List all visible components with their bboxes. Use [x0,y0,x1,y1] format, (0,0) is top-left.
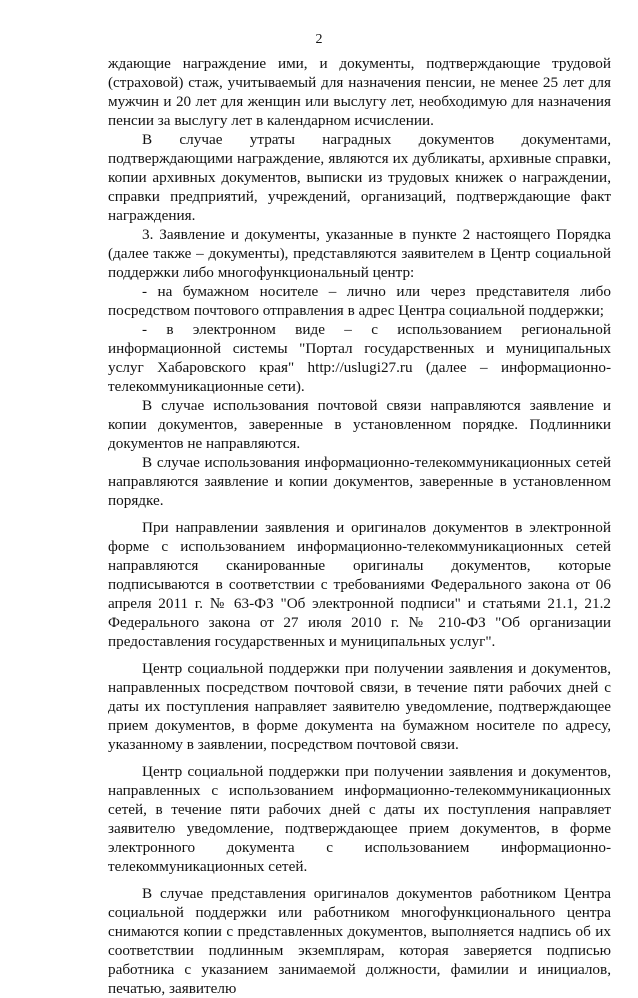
paragraph: В случае утраты наградных документов документами, подтверждающими награждение, являются их дубликаты, архивные справки, копии архивных документов, выписки из трудовых книжек о награждении, справки предприятий, учреждений, организаций, подтверждающие факт награждения. [108,131,611,224]
paragraph: В случае использования почтовой связи направляются заявление и копии документов, заверенные в установленном порядке. Подлинники документов не направляются. [108,397,611,452]
paragraph: - на бумажном носителе – лично или через представителя либо посредством почтового отправления в адрес Центра социальной поддержки; [108,283,611,319]
paragraph: ждающие награждение ими, и документы, подтверждающие трудовой (страховой) стаж, учитываемый для назначения пенсии, не менее 25 лет для мужчин и 20 лет для женщин или выслугу лет, необходимую для назначения пенсии за выслугу лет в календарном исчислении. [108,55,611,129]
paragraph: В случае представления оригиналов документов работником Центра социальной поддержки или работником многофункционального центра снимаются копии с представленных документов, выполняется надпись об их соответствии подлинным экземплярам, которая заверяется подписью работника с указанием занимаемой должности, фамилии и инициалов, печатью, заявителю [108,885,611,997]
paragraph: Центр социальной поддержки при получении заявления и документов, направленных посредством почтовой связи, в течение пяти рабочих дней с даты их поступления направляет заявителю уведомление, подтверждающее прием документов, в форме документа на бумажном носителе по адресу, указанному в заявлении, посредством почтовой связи. [108,660,611,753]
paragraph: При направлении заявления и оригиналов документов в электронной форме с использованием информационно-телекоммуникационных сетей направляются сканированные оригиналы документов, которые подписываются в соответствии с требованиями Федерального закона от 06 апреля 2011 г. № 63-ФЗ "Об электронной подписи" и статьями 21.1, 21.2 Федерального закона от 27 июля 2010 г. № 210-ФЗ "Об организации предоставления государственных и муниципальных услуг". [108,519,611,650]
paragraph: 3. Заявление и документы, указанные в пункте 2 настоящего Порядка (далее также – документы), представляются заявителем в Центр социальной поддержки либо многофункциональный центр: [108,226,611,281]
paragraph: - в электронном виде – с использованием региональной информационной системы "Портал государственных и муниципальных услуг Хабаровского края" http://uslugi27.ru (далее – информационно-телекоммуникационные сети). [108,321,611,395]
page-number: 2 [315,32,323,47]
paragraph: В случае использования информационно-телекоммуникационных сетей направляются заявление и копии документов, заверенные в установленном порядке. [108,454,611,509]
paragraph: Центр социальной поддержки при получении заявления и документов, направленных с использованием информационно-телекоммуникационных сетей, в течение пяти рабочих дней с даты их поступления направляет заявителю уведомление, подтверждающее прием документов, в форме электронного документа с использованием информационно-телекоммуникационных сетей. [108,763,611,875]
document-body [108,54,611,998]
